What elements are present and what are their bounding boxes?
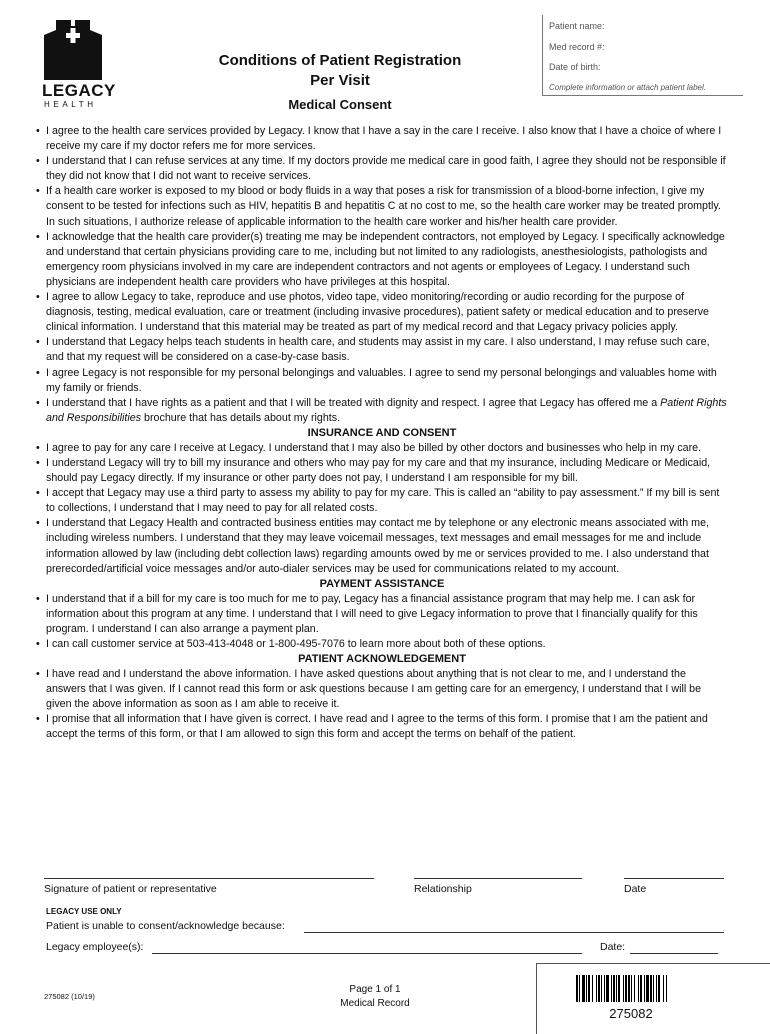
logo-wordmark: LEGACY xyxy=(42,81,116,100)
record-type: Medical Record xyxy=(340,998,410,1009)
date-line[interactable] xyxy=(624,878,724,879)
barcode-bar xyxy=(623,975,624,1002)
legacy-employee-label: Legacy employee(s): xyxy=(46,941,144,953)
barcode-bar xyxy=(588,975,590,1002)
barcode xyxy=(576,975,686,1002)
patient-label-note: Complete information or attach patient label. xyxy=(549,83,706,92)
barcode-bar xyxy=(579,975,580,1002)
barcode-bar xyxy=(653,975,654,1002)
barcode-bar xyxy=(582,975,585,1002)
consent-item: • I understand that I can refuse services at any time. If my doctors provide me medical care in good faith, I agree they should not be responsible if they did not know that I did not want to receive services. xyxy=(36,154,728,184)
page-info xyxy=(300,983,450,1011)
consent-item: • I agree to allow Legacy to take, reproduce and use photos, video tape, video monitoring/recording or audio recording for the purpose of diagnosis, testing, medical evaluation, care or treatment (including invasive procedures), patient safety or medical education and to preserve clinical information. I understand that this material may be treated as part of my medical record and that Legacy privacy policies apply. xyxy=(36,290,728,335)
legacy-date-label: Date: xyxy=(600,941,626,953)
rights-prefix: I understand that I have rights as a patient and that I will be treated with dignity and respect. I agree that Legacy has offered me a xyxy=(46,396,661,409)
barcode-bar xyxy=(640,975,642,1002)
barcode-bar xyxy=(644,975,645,1002)
signature-line[interactable] xyxy=(44,878,374,879)
barcode-bar xyxy=(625,975,627,1002)
med-record-field[interactable]: Med record #: xyxy=(549,42,605,52)
insurance-item: • I agree to pay for any care I receive at Legacy. I understand that I may also be billed by other doctors and businesses who help in my care. xyxy=(36,441,728,456)
insurance-item: • I understand that Legacy Health and contracted business entities may contact me by telephone or any electronic means associated with me, including wireless numbers. I understand that they may leave voicemail messages, text messages and email messages for me and include information allowed by law (including debt collection laws) regarding amounts owed by me or services provided to me. I also understand that prerecorded/artificial voice messages and/or auto-dialer services may be used for communications related to my account. xyxy=(36,516,728,576)
barcode-bar xyxy=(616,975,617,1002)
barcode-bar xyxy=(601,975,602,1002)
acknowledgement-item: • I have read and I understand the above information. I have asked questions about anything that is not clear to me, and I understand the answers that I was given. If I cannot read this form or ask questions because I am getting care for an emergency, I understand that I will be given the above information as soon as I am able to receive it. xyxy=(36,667,728,712)
barcode-bar xyxy=(656,975,657,1002)
unable-consent-label: Patient is unable to consent/acknowledge because: xyxy=(46,920,285,932)
barcode-bar xyxy=(658,975,660,1002)
consent-body xyxy=(36,124,728,743)
consent-item: • I agree Legacy is not responsible for my personal belongings and valuables. I agree to send my personal belongings and valuables home with my family or friends. xyxy=(36,366,728,396)
barcode-bar xyxy=(650,975,652,1002)
unable-consent-input[interactable] xyxy=(304,932,724,933)
date-of-birth-field[interactable]: Date of birth: xyxy=(549,62,601,72)
barcode-bar xyxy=(598,975,600,1002)
form-number: 275082 (10/19) xyxy=(44,992,95,1001)
acknowledgement-list xyxy=(36,667,728,742)
barcode-bar xyxy=(586,975,587,1002)
form-subtitle: Medical Consent xyxy=(288,97,392,112)
payment-heading: PAYMENT ASSISTANCE xyxy=(319,577,445,590)
patient-info-box xyxy=(542,15,743,96)
form-title-line1: Conditions of Patient Registration xyxy=(218,52,462,69)
consent-item: • I understand that Legacy helps teach students in health care, and students may assist in my care. I also understand, I may refuse such care, and that my request will be considered on a case-by-case basis. xyxy=(36,335,728,365)
consent-item: • If a health care worker is exposed to my blood or body fluids in a way that poses a risk for transmission of a blood-borne infection, I give my consent to be tested for infections such as HIV, hepatitis B and hepatitis C at no cost to me, so the health care worker may be treated promptly. In such situations, I authorize release of applicable information to the health care worker and his/her health care provider. xyxy=(36,184,728,229)
barcode-bar xyxy=(618,975,620,1002)
rights-suffix: brochure that has details about my rights. xyxy=(141,411,341,424)
barcode-bar xyxy=(576,975,578,1002)
legacy-employee-input[interactable] xyxy=(152,953,582,954)
consent-item-rights xyxy=(36,396,728,426)
page-number: Page 1 of 1 xyxy=(349,984,401,995)
acknowledgement-item: • I promise that all information that I have given is correct. I have read and I agree to the terms of this form. I promise that I am the patient and accept the terms of this form, or that I am allowed to sign this form and accept the terms on behalf of the patient. xyxy=(36,712,728,742)
barcode-bar xyxy=(596,975,597,1002)
barcode-bar xyxy=(613,975,615,1002)
consent-list xyxy=(36,124,728,426)
payment-item: • I understand that if a bill for my care is too much for me to pay, Legacy has a financial assistance program that may help me. I can ask for information about this program at any time. I understand that I will need to give Legacy information to prove that I financially qualify for this program. I understand I can also arrange a payment plan. xyxy=(36,592,728,637)
consent-item: • I agree to the health care services provided by Legacy. I know that I have a say in the care I receive. I also know that I have a choice of where I receive my care if my doctor refers me for more services. xyxy=(36,124,728,154)
insurance-list xyxy=(36,441,728,577)
insurance-heading: INSURANCE AND CONSENT xyxy=(307,426,457,439)
form-title-line2: Per Visit xyxy=(310,72,370,89)
payment-item: • I can call customer service at 503-413-4048 or 1-800-495-7076 to learn more about both of these options. xyxy=(36,637,728,652)
barcode-bar xyxy=(611,975,612,1002)
barcode-number: 275082 xyxy=(609,1006,653,1021)
consent-item: • I acknowledge that the health care provider(s) treating me may be independent contractors, not employed by Legacy. I specifically acknowledge and understand that certain physicians providing care to me, including but not limited to any radiologists, anesthesiologists, pathologists and emergency room physicians involved in my care are independent contractors and not agents or employees of Legacy. I understand such physicians are independent health care providers who have privileges at this hospital. xyxy=(36,230,728,290)
relationship-label: Relationship xyxy=(414,883,472,895)
barcode-bar xyxy=(592,975,593,1002)
barcode-bar xyxy=(604,975,605,1002)
signature-label: Signature of patient or representative xyxy=(44,883,217,895)
payment-list xyxy=(36,592,728,652)
legacy-use-title: LEGACY USE ONLY xyxy=(46,907,122,916)
date-label: Date xyxy=(624,883,647,895)
barcode-bar xyxy=(634,975,635,1002)
barcode-bar xyxy=(628,975,630,1002)
barcode-bar xyxy=(638,975,639,1002)
legacy-date-input[interactable] xyxy=(630,953,718,954)
insurance-item: • I accept that Legacy may use a third party to assess my ability to pay for my care. This is called an “ability to pay assessment.” If my bill is sent to collections, I understand that I may need to pay for all related costs. xyxy=(36,486,728,516)
barcode-bar xyxy=(663,975,664,1002)
barcode-bar xyxy=(606,975,609,1002)
logo-subword: HEALTH xyxy=(44,100,97,109)
barcode-bar xyxy=(631,975,632,1002)
relationship-line[interactable] xyxy=(414,878,582,879)
patient-name-field[interactable]: Patient name: xyxy=(549,21,605,31)
rights-brochure-title: Patient Rights and Responsibilities xyxy=(46,396,727,424)
barcode-bar xyxy=(646,975,649,1002)
barcode-bar xyxy=(666,975,667,1002)
acknowledgement-heading: PATIENT ACKNOWLEDGEMENT xyxy=(298,653,466,666)
insurance-item: • I understand Legacy will try to bill my insurance and others who may pay for my care and that my insurance, including Medicare or Medicaid, should pay Legacy directly. If my insurance or other party does not pay, I understand I am responsible for my bill. xyxy=(36,456,728,486)
